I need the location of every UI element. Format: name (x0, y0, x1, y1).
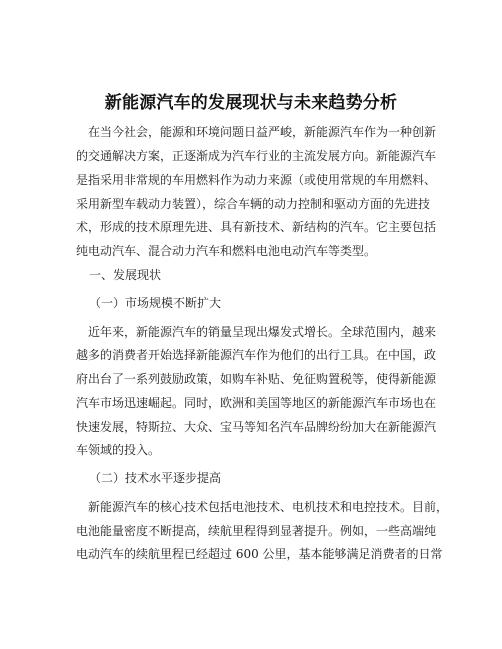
body-line: 电池能量密度不断提高，续航里程得到显著提升。例如，一些高端纯 (76, 524, 437, 538)
body-line: 汽车市场迅速崛起。同时，欧洲和美国等地区的新能源汽车市场也在 (76, 396, 437, 410)
body-line: 新能源汽车的核心技术包括电池技术、电机技术和电控技术。目前， (88, 500, 449, 514)
intro-line: 是指采用非常规的车用燃料作为动力来源（或使用常规的车用燃料、 (76, 173, 437, 187)
intro-line: 在当今社会，能源和环境问题日益严峻，新能源汽车作为一种创新 (88, 125, 437, 139)
section-heading: 一、发展现状 (89, 268, 162, 282)
intro-line: 采用新型车载动力装置），综合车辆的动力控制和驱动方面的先进技 (76, 197, 431, 211)
subsection-heading: （二）技术水平逐步提高 (89, 471, 222, 485)
document-title: 新能源汽车的发展现状与未来趋势分析 (104, 93, 398, 113)
body-line: 府出台了一系列鼓励政策，如购车补贴、免征购置税等，使得新能源 (76, 372, 437, 386)
subsection-heading: （一）市场规模不断扩大 (89, 296, 222, 310)
body-line: 近年来，新能源汽车的销量呈现出爆发式增长。全球范围内，越来 (88, 325, 437, 339)
intro-line: 术，形成的技术原理先进、具有新技术、新结构的汽车。它主要包括 (76, 220, 437, 234)
intro-line: 纯电动汽车、混合动力汽车和燃料电池电动汽车等类型。 (76, 244, 377, 258)
body-line: 电动汽车的续航里程已经超过 600 公里，基本能够满足消费者的日常 (76, 547, 443, 561)
body-line: 车领域的投入。 (76, 443, 161, 457)
body-line: 快速发展，特斯拉、大众、宝马等知名汽车品牌纷纷加大在新能源汽 (76, 420, 437, 434)
intro-line: 的交通解决方案，正逐渐成为汽车行业的主流发展方向。新能源汽车 (76, 149, 437, 163)
body-line: 越多的消费者开始选择新能源汽车作为他们的出行工具。在中国，政 (76, 348, 437, 362)
